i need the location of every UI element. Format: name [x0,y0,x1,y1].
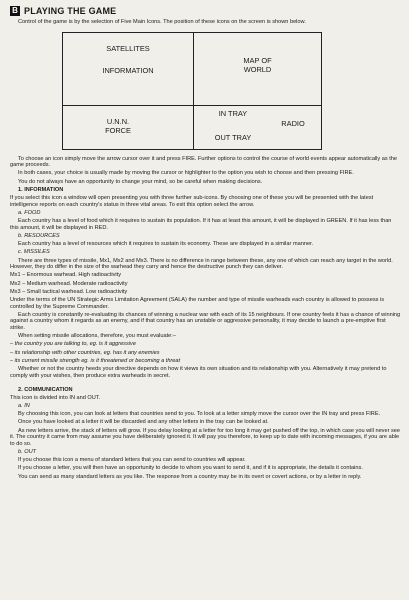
out-paragraph: If you choose this icon a menu of standard letters that you can send to countries will appear. [18,457,246,464]
section-header [10,6,401,16]
section-letter-badge: B [10,6,20,16]
evaluation-bullet: – its current missile strength eg. is it threatened or becoming a threat [10,357,181,364]
out-paragraph: You can send as many standard letters as you like. The response from a country may be in its overt or covert actions, or by a letter in reply. [18,473,362,480]
unn-icon-label-line1: U.N.N. [106,116,130,126]
resources-paragraph: Each country has a level of resources which it requires to sustain its economy. These are displayed in a similar manner. [18,241,314,248]
in-paragraph: Once you have looked at a letter it will be discarded and any other letters in the tray can be looked at. [18,419,269,426]
sala-paragraph: Under the terms of the UN Strategic Arms Limitation Agreement (SALA) the number and type of missile warheads each country is allowed to possess is controlled by the Supreme Commander. [10,297,385,310]
setting-paragraph: When setting missile allocations, therefore, you must evaluate:– [18,333,176,340]
unn-icon-label-line2: FORCE [105,125,131,135]
icon-layout-diagram [62,32,322,150]
diagram-divider-vertical [193,33,194,149]
missiles-paragraph: There are three types of missile, Mx1, Mx2 and Mx3. There is no difference in range between these, any one of which can reach any target in the world. However, they do differ in the size of the warhead they carry and hence the destructive punch they can deliver. [10,257,393,271]
satellites-icon-label: SATELLITES [106,43,150,53]
food-subheading: a. FOOD [18,210,41,217]
communication-heading: 2. COMMUNICATION [18,386,73,393]
evaluation-paragraph: Each country is constantly re-evaluating its chances of winning a nuclear war with each of its 15 neighbours. If one country feels it has a chance of winning against a country whom it regards as an enemy, and if that country has an unstable or aggressive personality, it may decide to launch a pre-emptive first strike. [10,311,401,331]
intro-paragraph: Control of the game is by the selection of Five Main Icons. The position of these icons on the screen is shown below. [18,19,306,25]
out-tray-icon-label: OUT TRAY [214,132,252,142]
radio-icon-label: RADIO [281,118,305,128]
food-paragraph: Each country has a level of food which it requires to sustain its population. If it has at least this amount, it will be displayed in GREEN. If it has less than this amount, it will be displayed in RED. [10,218,392,231]
in-paragraph: By choosing this icon, you can look at letters that countries send to you. To look at a letter simply move the cursor over the IN tray and press FIRE. [18,411,381,418]
missile-type-line: Mx1 – Enormous warhead. High radioactivity [10,272,121,279]
communication-intro: This icon is divided into IN and OUT. [10,394,101,401]
body-paragraph: You do not always have an opportunity to change your mind, so be careful when making decisions. [18,178,263,185]
out-paragraph: If you choose a letter, you will then have an opportunity to decide to whom you want to send it, and if it is appropriate, the details it contains. [18,465,363,472]
diagram-divider-horizontal [63,105,321,106]
compliance-paragraph: Whether or not the country heeds your directive depends on how it views its own situation and its relationship with you. Alternatively it may pretend to comply with your wishes, then produce extra warheads in secret. [10,365,387,379]
out-subheading: b. OUT [18,449,37,455]
body-paragraph: To choose an icon simply move the arrow cursor over it and press FIRE. Further options to control the course of world events appear automatically as the game proceeds. [10,155,398,169]
resources-subheading: b. RESOURCES [18,233,60,240]
information-paragraph: If you select this icon a window will open presenting you with three further sub-icons. By choosing one of these you will be presented with the latest intelligence reports on each country's status in three vital areas. To exit this option select the arrow. [10,195,374,208]
evaluation-bullet: – its relationship with other countries, eg. has it any enemies [10,349,160,356]
missile-type-line: Mx2 – Medium warhead. Moderate radioactivity [10,280,128,287]
evaluation-bullet: – the country you are talking to, eg. is it aggressive [10,341,136,348]
map-icon-label-line1: MAP OF [243,55,272,65]
missiles-subheading: c. MISSILES [18,249,50,256]
in-subheading: a. IN [18,403,30,410]
missile-type-line: Mx3 – Small tactical warhead. Low radioactivity [10,288,128,295]
manual-page [10,6,401,482]
map-icon-label-line2: WORLD [243,64,272,74]
in-tray-icon-label: IN TRAY [218,108,248,118]
in-paragraph: As new letters arrive, the stack of letters will grow. If you delay looking at a letter for too long it may get pushed off the top, in which case you will never see it. The country it came from may assume you have deliberately ignored it. It will pay you therefore, to keep up to date with incoming messages, if you are able to do so. [10,427,401,447]
information-icon-label: INFORMATION [102,65,154,75]
information-heading: 1. INFORMATION [18,187,64,194]
body-paragraph: In both cases, your choice is usually made by moving the cursor or highlighter to the option you wish to choose and then pressing FIRE. [18,170,354,177]
section-title: PLAYING THE GAME [24,5,117,16]
